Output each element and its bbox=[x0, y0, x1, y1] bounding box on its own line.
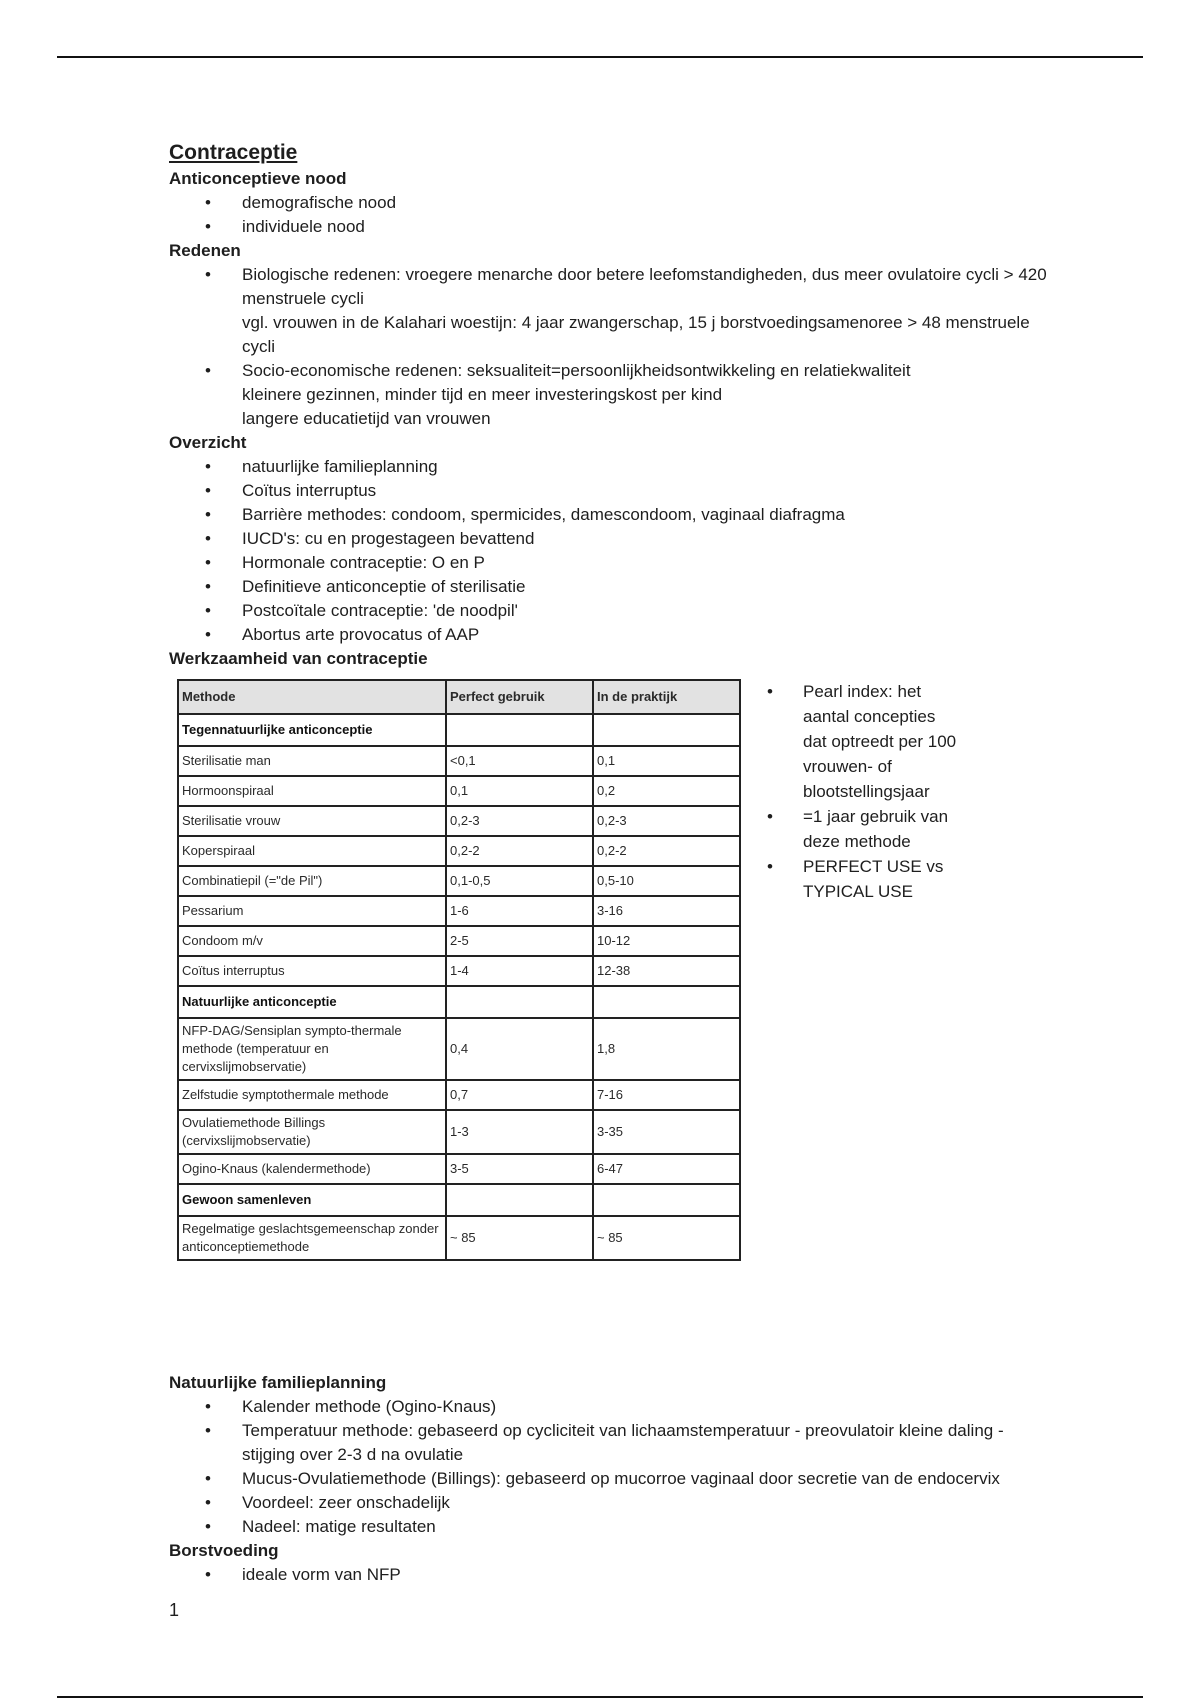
table-cell-praktijk: 10-12 bbox=[593, 926, 740, 956]
table-header-cell: Perfect gebruik bbox=[446, 680, 593, 714]
reden-text: vgl. vrouwen in de Kalahari woestijn: 4 jaar zwangerschap, 15 j borstvoedingsamenoree > 48 menstruele cycli bbox=[242, 313, 1030, 356]
list-item: • demografische nood bbox=[169, 191, 1049, 215]
heading-nfp: Natuurlijke familieplanning bbox=[169, 1373, 387, 1392]
table-cell-praktijk: 3-35 bbox=[593, 1110, 740, 1154]
table-cell-empty bbox=[446, 1184, 593, 1216]
reden-text: • Socio-economische redenen: seksualiteit=persoonlijkheidsontwikkeling en relatiekwaliteit bbox=[242, 361, 911, 380]
table-cell-perfect: 0,4 bbox=[446, 1018, 593, 1080]
list-item: • individuele nood bbox=[169, 215, 1049, 239]
note-item: • PERFECT USE vs TYPICAL USE bbox=[753, 854, 963, 904]
header-rule bbox=[57, 56, 1143, 58]
page-number: 1 bbox=[169, 1600, 180, 1620]
table-cell-praktijk: 0,2-3 bbox=[593, 806, 740, 836]
table-cell-method: Koperspiraal bbox=[178, 836, 446, 866]
list-item: • natuurlijke familieplanning bbox=[169, 455, 1049, 479]
table-cell-praktijk: 1,8 bbox=[593, 1018, 740, 1080]
table-cell-method: Pessarium bbox=[178, 896, 446, 926]
list-item-biologisch bbox=[169, 263, 1049, 359]
table-header-row bbox=[178, 680, 740, 714]
list-item: • Barrière methodes: condoom, spermicides, damescondoom, vaginaal diafragma bbox=[169, 503, 1049, 527]
list-item: • Temperatuur methode: gebaseerd op cycliciteit van lichaamstemperatuur - preovulatoir kleine daling - stijging over 2-3 d na ovulatie bbox=[169, 1419, 1049, 1467]
table-row bbox=[178, 956, 740, 986]
list-item: • Postcoïtale contraceptie: 'de noodpil' bbox=[169, 599, 1049, 623]
table-section-row bbox=[178, 986, 740, 1018]
table-cell-method: Combinatiepil (="de Pil") bbox=[178, 866, 446, 896]
note-item: • Pearl index: het aantal concepties dat optreedt per 100 vrouwen- of blootstellingsjaar bbox=[753, 679, 963, 804]
table-cell-praktijk: ~ 85 bbox=[593, 1216, 740, 1260]
table-row bbox=[178, 866, 740, 896]
list-item: • IUCD's: cu en progestageen bevattend bbox=[169, 527, 1049, 551]
page-title: Contraceptie bbox=[169, 141, 298, 164]
table-cell-method: Hormoonspiraal bbox=[178, 776, 446, 806]
table-row bbox=[178, 776, 740, 806]
table-row bbox=[178, 746, 740, 776]
heading-anticonceptieve-nood: Anticonceptieve nood bbox=[169, 169, 347, 188]
table-section-row bbox=[178, 714, 740, 746]
table-cell-empty bbox=[446, 714, 593, 746]
table-cell-perfect: 0,2-2 bbox=[446, 836, 593, 866]
table-cell-method: Sterilisatie vrouw bbox=[178, 806, 446, 836]
heading-borstvoeding: Borstvoeding bbox=[169, 1541, 279, 1560]
list-item: • Definitieve anticonceptie of sterilisatie bbox=[169, 575, 1049, 599]
list-redenen bbox=[169, 263, 1049, 431]
list-borstvoeding bbox=[169, 1563, 1049, 1587]
table-cell-praktijk: 0,5-10 bbox=[593, 866, 740, 896]
table-cell-method: Coïtus interruptus bbox=[178, 956, 446, 986]
table-section-label: Gewoon samenleven bbox=[178, 1184, 446, 1216]
table-row bbox=[178, 896, 740, 926]
list-item: • Kalender methode (Ogino-Knaus) bbox=[169, 1395, 1049, 1419]
table-row bbox=[178, 926, 740, 956]
table-row bbox=[178, 1080, 740, 1110]
table-row bbox=[178, 1216, 740, 1260]
table-header-cell: In de praktijk bbox=[593, 680, 740, 714]
reden-text: langere educatietijd van vrouwen bbox=[242, 409, 491, 428]
table-cell-empty bbox=[446, 986, 593, 1018]
table-cell-perfect: 1-6 bbox=[446, 896, 593, 926]
table-cell-method: Regelmatige geslachtsgemeenschap zonder anticonceptiemethode bbox=[178, 1216, 446, 1260]
table-cell-method: Ogino-Knaus (kalendermethode) bbox=[178, 1154, 446, 1184]
table-cell-perfect: 1-3 bbox=[446, 1110, 593, 1154]
table-cell-perfect: 0,1 bbox=[446, 776, 593, 806]
reden-text: • Biologische redenen: vroegere menarche door betere leefomstandigheden, dus meer ovulatoire cycli > 420 menstruele cycli bbox=[242, 265, 1047, 308]
table-cell-perfect: 1-4 bbox=[446, 956, 593, 986]
table-section-row bbox=[178, 1184, 740, 1216]
list-nfp bbox=[169, 1395, 1049, 1539]
table-section-label: Tegennatuurlijke anticonceptie bbox=[178, 714, 446, 746]
table-cell-perfect: 0,1-0,5 bbox=[446, 866, 593, 896]
table-cell-perfect: <0,1 bbox=[446, 746, 593, 776]
table-section-label: Natuurlijke anticonceptie bbox=[178, 986, 446, 1018]
table-cell-praktijk: 3-16 bbox=[593, 896, 740, 926]
list-item: • Mucus-Ovulatiemethode (Billings): gebaseerd op mucorroe vaginaal door secretie van de endocervix bbox=[169, 1467, 1049, 1491]
table-row bbox=[178, 806, 740, 836]
table-cell-method: Zelfstudie symptothermale methode bbox=[178, 1080, 446, 1110]
table-cell-praktijk: 0,1 bbox=[593, 746, 740, 776]
table-cell-method: Ovulatiemethode Billings (cervixslijmobservatie) bbox=[178, 1110, 446, 1154]
table-row bbox=[178, 836, 740, 866]
table-cell-method: Condoom m/v bbox=[178, 926, 446, 956]
table-row bbox=[178, 1154, 740, 1184]
efficacy-table bbox=[177, 679, 741, 1261]
list-anticonceptieve-nood bbox=[169, 191, 1049, 239]
table-cell-praktijk: 0,2-2 bbox=[593, 836, 740, 866]
werkzaamheid-block bbox=[169, 671, 1049, 1371]
table-header-cell: Methode bbox=[178, 680, 446, 714]
table-row bbox=[178, 1110, 740, 1154]
note-item: • =1 jaar gebruik van deze methode bbox=[753, 804, 963, 854]
document-body bbox=[169, 139, 1049, 1623]
list-item: • Abortus arte provocatus of AAP bbox=[169, 623, 1049, 647]
table-cell-method: NFP-DAG/Sensiplan sympto-thermale methode (temperatuur en cervixslijmobservatie) bbox=[178, 1018, 446, 1080]
list-overzicht bbox=[169, 455, 1049, 647]
table-cell-praktijk: 7-16 bbox=[593, 1080, 740, 1110]
list-item: • Voordeel: zeer onschadelijk bbox=[169, 1491, 1049, 1515]
heading-overzicht: Overzicht bbox=[169, 433, 247, 452]
list-item-socio bbox=[169, 359, 1049, 431]
pearl-index-notes bbox=[753, 679, 963, 904]
list-item: • Hormonale contraceptie: O en P bbox=[169, 551, 1049, 575]
table-cell-empty bbox=[593, 714, 740, 746]
table-cell-empty bbox=[593, 1184, 740, 1216]
table-cell-praktijk: 6-47 bbox=[593, 1154, 740, 1184]
table-cell-praktijk: 0,2 bbox=[593, 776, 740, 806]
footer-rule bbox=[57, 1696, 1143, 1698]
list-item: • Nadeel: matige resultaten bbox=[169, 1515, 1049, 1539]
table-cell-method: Sterilisatie man bbox=[178, 746, 446, 776]
table-cell-perfect: 0,7 bbox=[446, 1080, 593, 1110]
table-cell-empty bbox=[593, 986, 740, 1018]
table-cell-perfect: 3-5 bbox=[446, 1154, 593, 1184]
list-item: • Coïtus interruptus bbox=[169, 479, 1049, 503]
reden-text: kleinere gezinnen, minder tijd en meer investeringskost per kind bbox=[242, 385, 723, 404]
table-cell-perfect: 0,2-3 bbox=[446, 806, 593, 836]
heading-redenen: Redenen bbox=[169, 241, 241, 260]
heading-werkzaamheid: Werkzaamheid van contraceptie bbox=[169, 649, 428, 668]
list-item: • ideale vorm van NFP bbox=[169, 1563, 1049, 1587]
table-cell-perfect: 2-5 bbox=[446, 926, 593, 956]
table-row bbox=[178, 1018, 740, 1080]
table-cell-perfect: ~ 85 bbox=[446, 1216, 593, 1260]
table-cell-praktijk: 12-38 bbox=[593, 956, 740, 986]
